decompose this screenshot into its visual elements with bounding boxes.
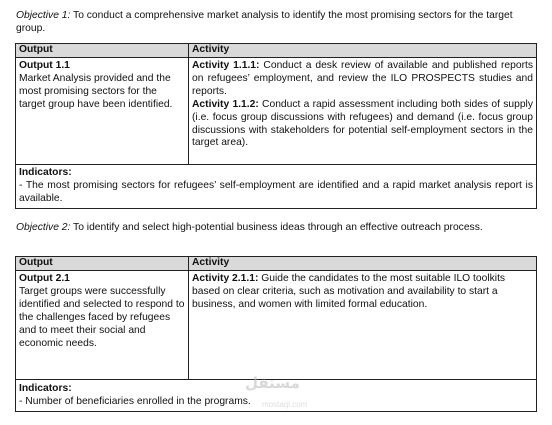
indicators-label: Indicators: [19, 167, 72, 178]
objective-1 [16, 10, 536, 36]
output-cell [16, 58, 189, 165]
activity-text: Guide the candidates to the most suitable ILO toolkits based on clear criteria, such as motivation and availability to start a business, and women with limited formal education. [192, 273, 506, 310]
objective-1-table [15, 43, 537, 209]
objective-2-label: Objective 2: [16, 222, 71, 233]
output-title: Output 2.1 [19, 273, 70, 284]
output-title: Output 1.1 [19, 60, 70, 71]
indicators-text: - Number of beneficiaries enrolled in the programs. [19, 395, 251, 407]
activity-label: Activity 1.1.2: [192, 98, 259, 110]
activity-cell [189, 58, 537, 165]
watermark-logo: مستقل [245, 374, 300, 392]
activity-text: Conduct a rapid assessment including both sides of supply (i.e. focus group discussions with refugees) and demand (i.e. focus group discussions with stakeholders for potential self-employment sectors in the target area). [192, 98, 533, 149]
output-header: Output [16, 44, 189, 58]
objective-2-text: To identify and select high-potential business ideas through an effective outreach process. [70, 222, 483, 233]
activity-text: Conduct a desk review of available and published reports on refugees’ employment, and review the ILO PROSPECTS studies and reports. [192, 60, 534, 97]
output-text: Target groups were successfully identified and selected to respond to the challenges faced by refugees and to meet their social and economic needs. [19, 285, 185, 349]
indicators-label: Indicators: [19, 383, 72, 394]
indicators-text: - The most promising sectors for refugees’ self-employment are identified and a rapid market analysis report is available. [19, 179, 533, 204]
activity-header: Activity [189, 257, 537, 271]
objective-1-label: Objective 1: [16, 10, 71, 21]
activity-header: Activity [189, 44, 537, 58]
objective-1-text: To conduct a comprehensive market analysis to identify the most promising sectors for the target group. [16, 10, 513, 34]
output-text: Market Analysis provided and the most promising sectors for the target group have been identified. [19, 72, 173, 110]
activity-cell [189, 271, 537, 380]
watermark-subtext: mostaql.com [262, 400, 308, 409]
activity-label: Activity 2.1.1: [192, 273, 259, 284]
objective-2 [16, 222, 536, 235]
activity-label: Activity 1.1.1: [192, 60, 260, 71]
output-cell [16, 271, 189, 380]
indicators-cell [16, 165, 537, 209]
output-header: Output [16, 257, 189, 271]
